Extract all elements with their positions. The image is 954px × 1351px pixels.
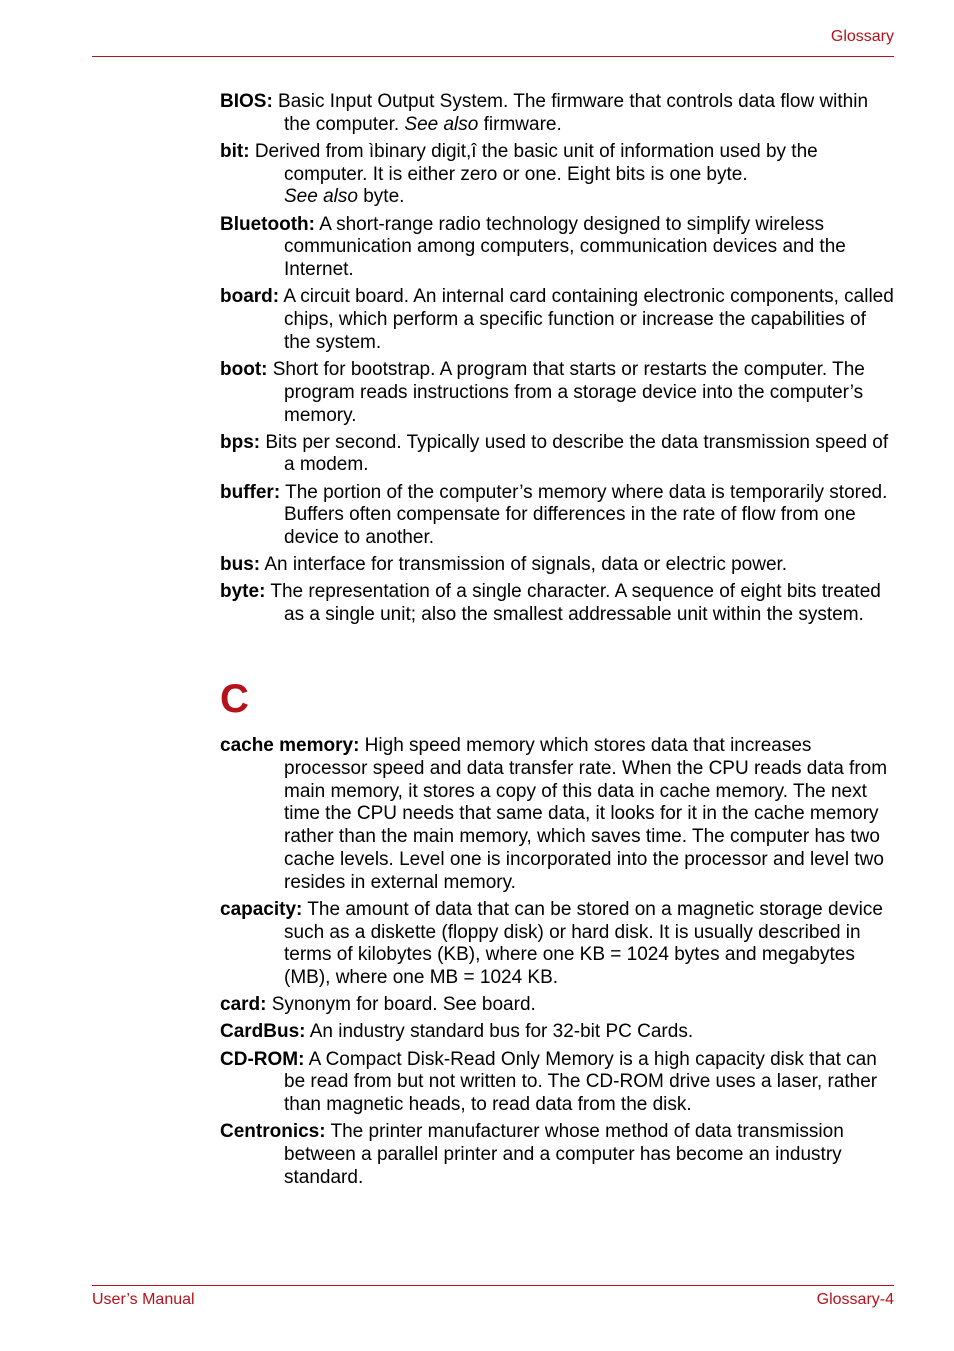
glossary-definition: An interface for transmission of signals, data or electric power. <box>260 554 788 576</box>
glossary-term: boot: <box>220 358 268 380</box>
glossary-definition: A short-range radio technology designed to simplify wireless communication among computers, communication devices and the Internet. <box>284 213 846 281</box>
glossary-definition-tail: firmware. <box>478 113 562 135</box>
glossary-definition: The amount of data that can be stored on a magnetic storage device such as a diskette (floppy disk) or hard disk. It is usually described in terms of kilobytes (KB), where one KB = 1024 bytes and megabytes (MB), where one MB = 1024 KB. <box>284 898 883 989</box>
glossary-term: bit: <box>220 140 250 162</box>
glossary-entry-boot <box>220 359 896 427</box>
glossary-entry-bit <box>220 141 896 209</box>
glossary-entry-cd-rom <box>220 1049 896 1117</box>
glossary-entry-cardbus <box>220 1021 896 1044</box>
glossary-term: CD-ROM: <box>220 1048 305 1070</box>
section-heading-c: C <box>220 677 249 721</box>
glossary-entry-cache-memory <box>220 735 896 895</box>
glossary-definition: The portion of the computer’s memory where data is temporarily stored. Buffers often compensate for differences in the rate of flow from one device to another. <box>280 481 888 549</box>
glossary-term: Bluetooth: <box>220 213 315 235</box>
glossary-entry-bus <box>220 554 896 577</box>
glossary-term: buffer: <box>220 481 281 503</box>
glossary-entry-buffer <box>220 482 896 550</box>
glossary-definition: Bits per second. Typically used to describe the data transmission speed of a modem. <box>260 431 889 476</box>
glossary-definition-tail: byte. <box>357 186 405 208</box>
glossary-term: bps: <box>220 431 261 453</box>
footer-page-number: Glossary-4 <box>816 1291 894 1308</box>
glossary-definition: Short for bootstrap. A program that starts or restarts the computer. The program reads instructions from a storage device into the computer’s memory. <box>267 358 865 426</box>
glossary-entry-board <box>220 286 896 354</box>
glossary-definition: High speed memory which stores data that increases processor speed and data transfer rate. When the CPU reads data from main memory, it stores a copy of this data in cache memory. The next time the CPU needs that same data, it looks for it in the cache memory rather than the main memory, which saves time. The computer has two cache levels. Level one is incorporated into the processor and level two resides in external memory. <box>284 735 888 893</box>
glossary-term: card: <box>220 994 267 1016</box>
page-header-title: Glossary <box>830 28 894 45</box>
glossary-definition: An industry standard bus for 32-bit PC Cards. <box>305 1021 694 1043</box>
glossary-term: board: <box>220 286 280 308</box>
footer-manual-title: User’s Manual <box>92 1291 195 1308</box>
see-also-label: See also <box>404 113 479 135</box>
glossary-term: cache memory: <box>220 735 360 756</box>
glossary-entry-capacity <box>220 899 896 990</box>
glossary-definition: Basic Input Output System. The firmware that controls data flow within the computer. <box>272 91 869 135</box>
see-also-label: See also <box>284 186 358 208</box>
glossary-term: bus: <box>220 554 261 576</box>
header-divider <box>92 56 894 57</box>
glossary-term: byte: <box>220 581 266 603</box>
glossary-entry-centronics <box>220 1121 896 1189</box>
glossary-definition: Synonym for board. See board. <box>266 994 536 1016</box>
glossary-section-b <box>220 91 896 631</box>
glossary-term: Centronics: <box>220 1121 326 1143</box>
glossary-definition: The representation of a single character. A sequence of eight bits treated as a single unit; also the smallest addressable unit within the system. <box>265 581 881 626</box>
glossary-definition: The printer manufacturer whose method of data transmission between a parallel printer and a computer has become an industry standard. <box>284 1121 844 1188</box>
glossary-entry-bps <box>220 432 896 478</box>
footer-divider <box>92 1285 894 1286</box>
glossary-entry-byte <box>220 581 896 627</box>
glossary-definition: A circuit board. An internal card containing electronic components, called chips, which perform a specific function or increase the capabilities of the system. <box>279 286 894 353</box>
glossary-definition: A Compact Disk-Read Only Memory is a high capacity disk that can be read from but not written to. The CD-ROM drive uses a laser, rather than magnetic heads, to read data from the disk. <box>284 1048 878 1116</box>
glossary-entry-card <box>220 994 896 1017</box>
glossary-entry-bios <box>220 91 896 137</box>
glossary-term: CardBus: <box>220 1021 306 1043</box>
glossary-term: BIOS: <box>220 91 273 112</box>
glossary-section-c <box>220 735 896 1194</box>
glossary-term: capacity: <box>220 898 303 920</box>
glossary-definition: Derived from ìbinary digit,î the basic unit of information used by the computer. It is either zero or one. Eight bits is one byte. <box>249 140 818 185</box>
glossary-entry-bluetooth <box>220 214 896 282</box>
